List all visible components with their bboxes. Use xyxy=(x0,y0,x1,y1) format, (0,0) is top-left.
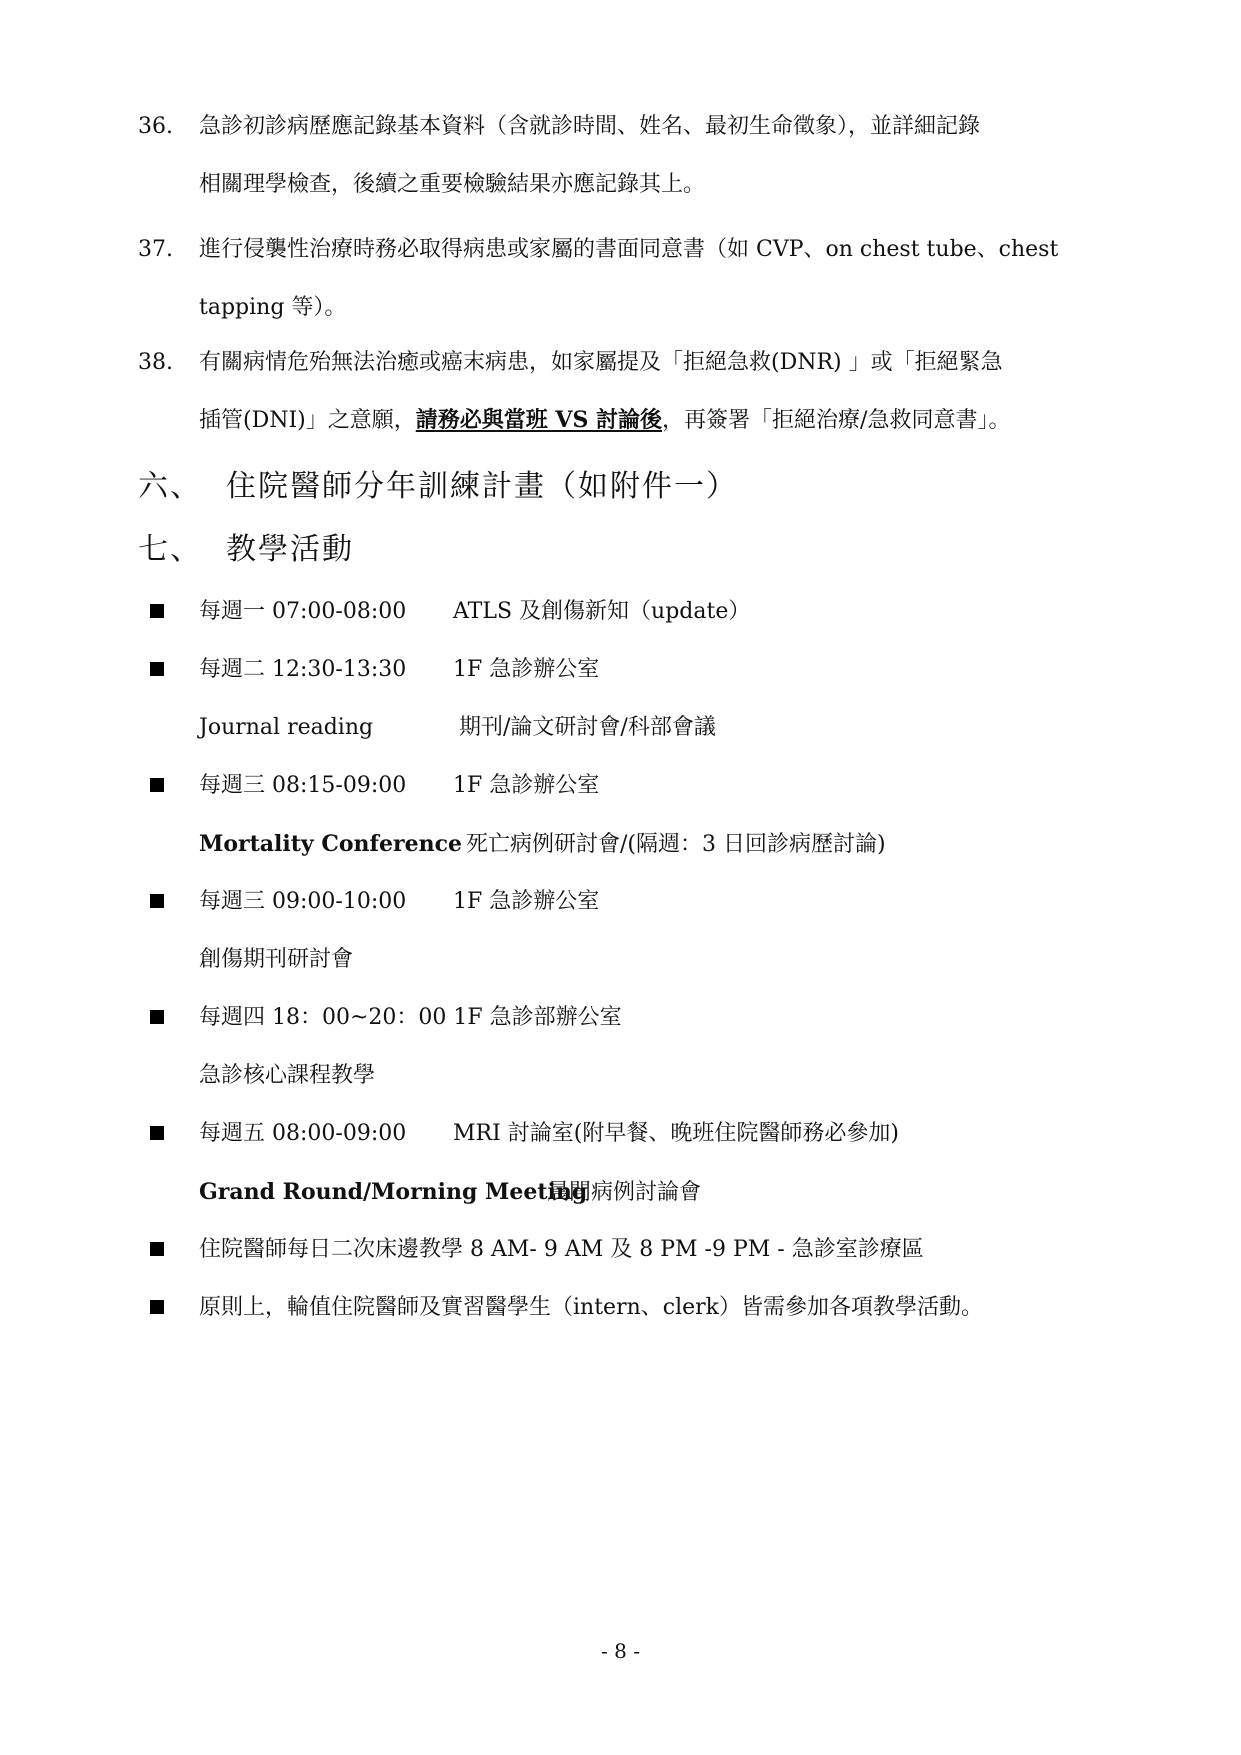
bullet-square-icon xyxy=(150,1242,164,1256)
activity-6 xyxy=(199,1119,899,1149)
activity-2-time: 每週二 12:30-13:30 xyxy=(199,657,407,682)
activity-6-time: 每週五 08:00-09:00 xyxy=(199,1121,407,1146)
activity-1-time: 每週一 07:00-08:00 xyxy=(199,599,407,624)
item-38-line-2 xyxy=(199,405,1010,436)
item-38-line-1: 有關病情危殆無法治癒或癌末病患，如家屬提及「拒絕急救(DNR) 」或「拒絕緊急 xyxy=(199,350,1003,375)
activity-1 xyxy=(199,597,750,627)
activity-3-time: 每週三 08:15-09:00 xyxy=(199,773,407,798)
activity-3-sub xyxy=(199,829,886,860)
activity-6-sub-left: Grand Round/Morning Meeting xyxy=(199,1179,588,1205)
section-number-7: 七、 xyxy=(138,532,202,567)
activity-2-detail: 1F 急診辦公室 xyxy=(453,657,600,682)
activity-2-sub-right: 期刊/論文研討會/科部會議 xyxy=(459,715,716,740)
bullet-square-icon xyxy=(150,604,164,618)
activity-3 xyxy=(199,771,599,801)
bullet-square-icon xyxy=(150,894,164,908)
item-38-line-2-end: ，再簽署「拒絕治療/急救同意書」。 xyxy=(662,408,1011,433)
item-number-37: 37. xyxy=(138,237,173,262)
activity-2-sub-left: Journal reading xyxy=(199,715,374,740)
page-number: - 8 - xyxy=(601,1639,640,1663)
section-heading-6 xyxy=(138,467,738,507)
item-37-line-2: tapping 等）。 xyxy=(199,295,347,320)
section-title-6: 住院醫師分年訓練計畫（如附件一） xyxy=(226,469,738,504)
activity-6-sub-right: 晨間病例討論會 xyxy=(547,1180,702,1205)
activity-5-sub: 急診核心課程教學 xyxy=(199,1063,376,1088)
activity-3-detail: 1F 急診辦公室 xyxy=(453,773,600,798)
section-number-6: 六、 xyxy=(138,469,202,504)
activity-6-detail: MRI 討論室(附早餐、晚班住院醫師務必參加) xyxy=(453,1121,899,1146)
activity-3-sub-right: 死亡病例研討會/(隔週：3 日回診病歷討論) xyxy=(466,832,886,857)
item-number-38: 38. xyxy=(138,350,173,375)
activity-4 xyxy=(199,887,599,917)
activity-4-detail: 1F 急診辦公室 xyxy=(453,889,600,914)
activity-2 xyxy=(199,655,599,685)
item-36-line-1: 急診初診病歷應記錄基本資料（含就診時間、姓名、最初生命徵象），並詳細記錄 xyxy=(199,114,981,139)
activity-4-sub: 創傷期刊研討會 xyxy=(199,947,354,972)
bullet-square-icon xyxy=(150,1300,164,1314)
section-title-7: 教學活動 xyxy=(226,532,354,567)
bullet-square-icon xyxy=(150,778,164,792)
activity-5: 每週四 18：00~20：00 1F 急診部辦公室 xyxy=(199,1005,622,1030)
item-37-line-1: 進行侵襲性治療時務必取得病患或家屬的書面同意書（如 CVP、on chest tube、chest xyxy=(199,237,1059,262)
bullet-square-icon xyxy=(150,1010,164,1024)
activity-4-time: 每週三 09:00-10:00 xyxy=(199,889,407,914)
section-heading-7 xyxy=(138,530,354,570)
activity-1-detail: ATLS 及創傷新知（update） xyxy=(453,599,751,624)
item-36-line-2: 相關理學檢查，後續之重要檢驗結果亦應記錄其上。 xyxy=(199,172,706,197)
activity-6-sub xyxy=(199,1177,701,1208)
bullet-square-icon xyxy=(150,662,164,676)
activity-7: 住院醫師每日二次床邊教學 8 AM- 9 AM 及 8 PM -9 PM - 急診室診療區 xyxy=(199,1237,924,1262)
item-number-36: 36. xyxy=(138,114,173,139)
activity-3-sub-left: Mortality Conference xyxy=(199,831,462,857)
bullet-square-icon xyxy=(150,1126,164,1140)
item-38-emphasis: 請務必與當班 VS 討論後 xyxy=(415,407,663,433)
activity-2-sub xyxy=(199,713,716,743)
activity-8: 原則上，輪值住院醫師及實習醫學生（intern、clerk）皆需參加各項教學活動。 xyxy=(199,1295,983,1320)
item-38-line-2-start: 插管(DNI)」之意願， xyxy=(199,408,416,433)
